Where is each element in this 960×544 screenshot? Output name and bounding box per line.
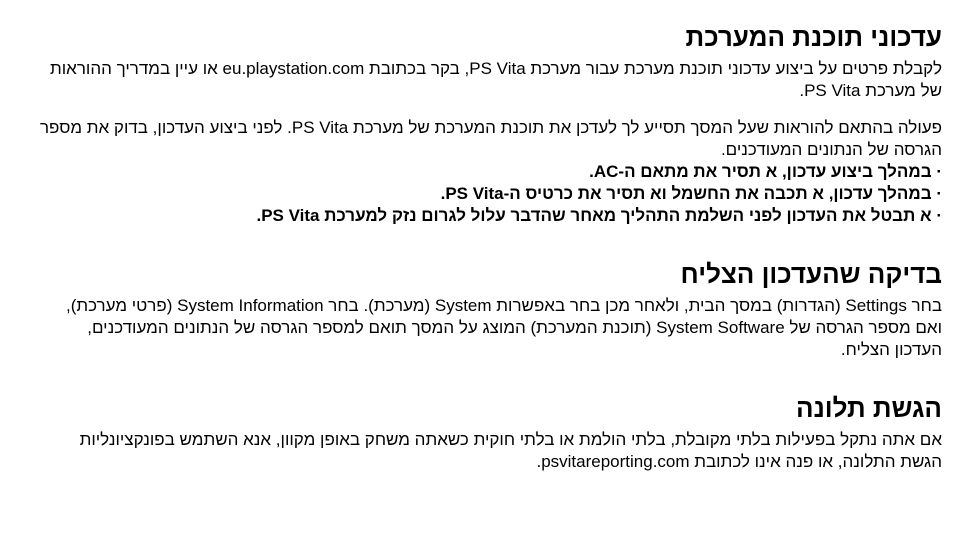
list-item: [38, 183, 942, 205]
bullet-icon: ·: [936, 184, 942, 203]
list-item: [38, 205, 942, 227]
paragraph-complaint-info: אם אתה נתקל בפעילות בלתי מקובלת, בלתי הולמת או בלתי חוקית כשאתה משחק באופן מקוון, אנא השתמש בפונקציונליות הגשת התלונה, או פנה אינו לכתובת psvitareporting.com.: [79, 430, 942, 471]
bullet-icon: ·: [936, 162, 942, 181]
paragraph-verification-steps: בחר Settings (הגדרות) במסך הבית, ולאחר מכן בחר באפשרות System (מערכת). בחר System Information (פרטי מערכת), ואם מספר הגרסה של System Software (תוכנת המערכת) המוצג על המסך תואם למספר הגרסה של הנתונים המעודכנים, העדכון הצליח.: [66, 296, 942, 359]
paragraph-update-procedure: פעולה בהתאם להוראות שעל המסך תסייע לך לעדכן את תוכנת המערכת של מערכת PS Vita. לפני ביצוע העדכון, בדוק את מספר הגרסה של הנתונים המעודכנים.: [39, 118, 942, 159]
section-heading-system-software-updates: עדכוני תוכנת המערכת: [685, 22, 942, 52]
bullet-text: במהלך ביצוע עדכון, א תסיר את מתאם ה-AC.: [589, 162, 932, 181]
section-heading-submit-complaint: הגשת תלונה: [796, 393, 942, 423]
section-system-software-updates: [38, 22, 942, 227]
bullet-text: במהלך עדכון, א תכבה את החשמל וא תסיר את כרטיס ה-PS Vita.: [440, 184, 932, 203]
bullet-icon: ·: [936, 206, 942, 225]
section-submit-complaint: [38, 393, 942, 473]
section-update-verification: [38, 259, 942, 361]
paragraph-update-info: לקבלת פרטים על ביצוע עדכוני תוכנת מערכת עבור מערכת PS Vita, בקר בכתובת eu.playstation.com או עיין במדריך ההוראות של מערכת PS Vita.: [50, 59, 942, 100]
bullet-text: א תבטל את העדכון לפני השלמת התהליך מאחר שהדבר עלול לגרום נזק למערכת PS Vita.: [256, 206, 932, 225]
update-warnings-list: [38, 161, 942, 227]
list-item: [38, 161, 942, 183]
section-heading-update-verification: בדיקה שהעדכון הצליח: [680, 259, 942, 289]
